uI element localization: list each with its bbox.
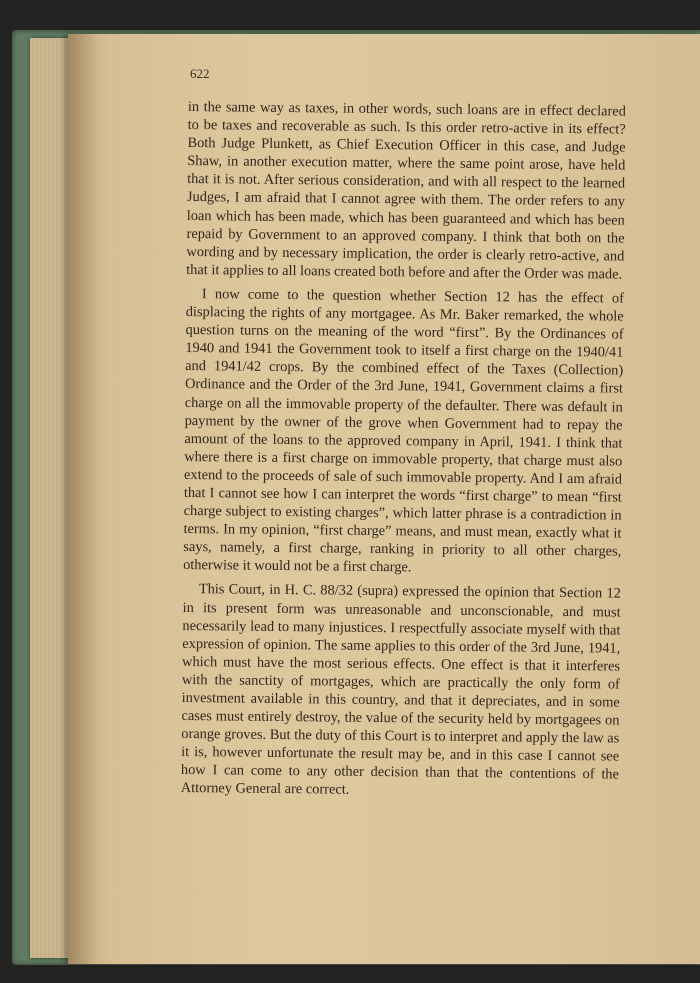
paragraph-1: in the same way as taxes, in other words, such loans are in effect declared to be taxes and recoverable as such. Is this order retro-active in its effect? Both Judge Plunkett, as Chief Execution Officer in this case, and Judge Shaw, in another execution matter, where the same point arose, have held that it is not. After serious consideration, and with all respect to the learned Judges, I am afraid that I cannot agree with them. The order refers to any loan which has been made, which has been guaranteed and which has been repaid by Government to an approved company. I think that both on the wording and by necessary implication, the order is clearly retro-active, and that it applies to all loans created both before and after the Order was made.: [186, 98, 626, 283]
page-number: 622: [190, 66, 210, 81]
paragraph-2: I now come to the question whether Section 12 has the effect of displacing the rights of any mortgagee. As Mr. Baker remarked, the whole question turns on the meaning of the word “first”. By the Ordinances of 1940 and 1941 the Government took to itself a first charge on the 1940/41 and 1941/42 crops. By the combined effect of the Taxes (Collection) Ordinance and the Order of the 3rd June, 1941, Government claims a first charge on all the immovable property of the defaulter. There was default in payment by the owner of the grove when Government had to repay the amount of the loans to the approved company in April, 1941. I think that where there is a first charge on immovable property, that charge must also extend to the proceeds of sale of such immovable property. And I am afraid that I cannot see how I can interpret the words “first charge” to mean “first charge subject to existing charges”, which latter phrase is a contradiction in terms. In my opinion, “first charge” means, and must mean, exactly what it says, namely, a first charge, ranking in priority to all other charges, otherwise it would not be a first charge.: [183, 286, 625, 576]
gutter-shadow: [68, 34, 98, 964]
body-text: [181, 98, 626, 808]
book-page: [68, 34, 700, 964]
paragraph-3: This Court, in H. C. 88/32 (supra) expressed the opinion that Section 12 in its present form was unreasonable and unconscionable, and must necessarily lead to many injustices. I respectfully associate myself with that expression of opinion. The same applies to this order of the 3rd June, 1941, which must have the most serious effects. One effect is that it interferes with the sanctity of mortgages, which are practically the only form of investment available in this country, and that it depreciates, and in some cases must entirely destroy, the value of the security held by mortgagees on orange groves. But the duty of this Court is to interpret and apply the law as it is, however unfortunate the result may be, and in this case I cannot see how I can come to any other decision than that the contentions of the Attorney General are correct.: [180, 581, 621, 799]
